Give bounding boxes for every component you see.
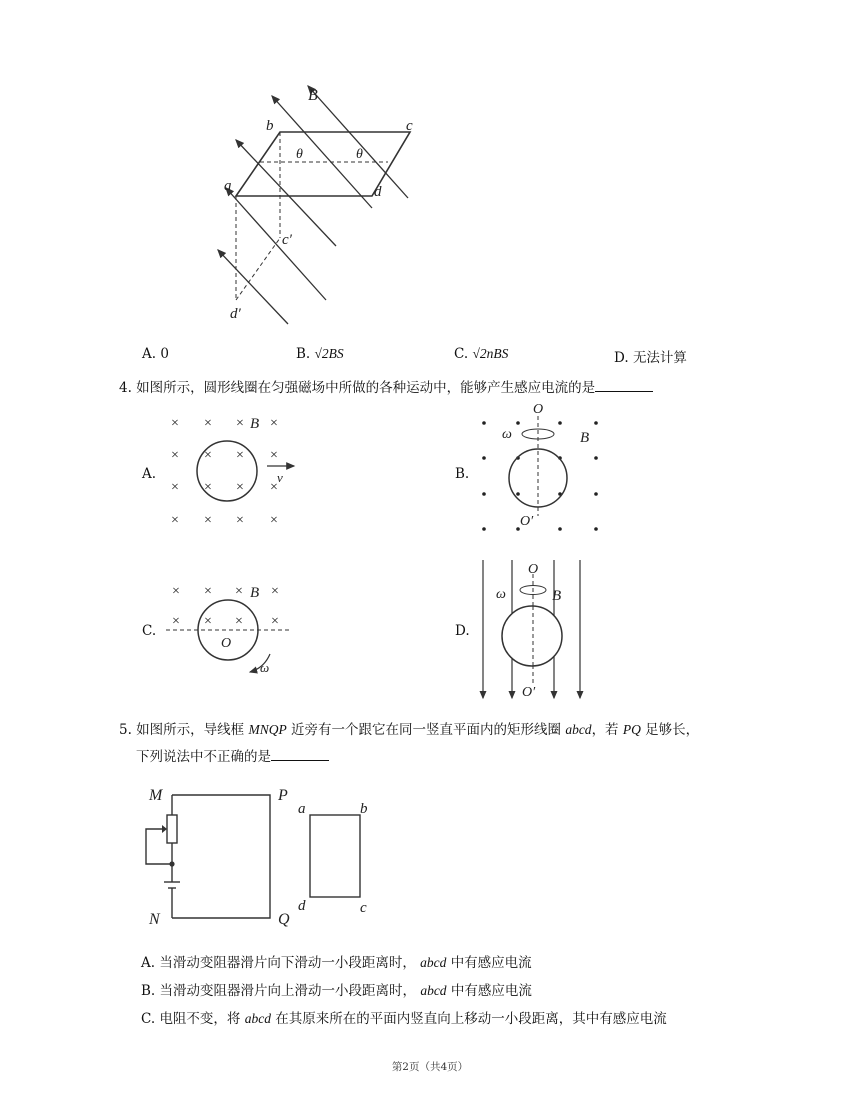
q4-option-d-letter[interactable]: D.	[455, 623, 470, 639]
q5-stem-pre: 5. 如图所示，导线框	[119, 722, 245, 738]
q5-stem-frame: MNQP	[248, 722, 287, 737]
svg-text:×: ×	[236, 416, 244, 431]
q5-option-a-pre: 当滑动变阻器滑片向下滑动一小段距离时，	[159, 955, 416, 971]
svg-text:×: ×	[270, 448, 278, 463]
q4-option-b-letter[interactable]: B.	[455, 466, 470, 482]
q3-label-b: b	[266, 118, 274, 134]
q5-option-c-pre: 电阻不变，将	[159, 1011, 241, 1027]
q4d-axis-bottom: O′	[522, 685, 536, 700]
q5-option-a[interactable]	[141, 951, 532, 971]
q4c-omega: ω	[260, 660, 270, 675]
svg-text:×: ×	[171, 513, 179, 528]
q4-answer-blank[interactable]	[595, 378, 653, 392]
q4d-field-label: B	[552, 588, 562, 604]
q3-option-b-letter: B.	[296, 346, 311, 362]
q4a-velocity-label: v	[277, 470, 283, 485]
q5-label-N: N	[149, 911, 160, 928]
q3-option-a-text: 0	[160, 346, 169, 362]
q3-option-d[interactable]	[614, 346, 687, 366]
svg-text:×: ×	[271, 614, 279, 629]
q3-label-c-prime: c′	[282, 232, 292, 248]
q3-label-d-prime: d′	[230, 306, 241, 322]
q5-label-b: b	[360, 801, 368, 817]
svg-text:×: ×	[204, 416, 212, 431]
q3-figure	[200, 78, 450, 328]
svg-text:×: ×	[270, 480, 278, 495]
q5-stem-mid: 近旁有一个跟它在同一竖直平面内的矩形线圈	[291, 722, 562, 738]
q3-option-c[interactable]	[454, 346, 508, 362]
q5-option-a-post: 中有感应电流	[450, 955, 532, 971]
q3-option-d-text: 无法计算	[632, 350, 687, 366]
q4-stem	[119, 376, 653, 396]
svg-text:×: ×	[271, 584, 279, 599]
svg-text:×: ×	[270, 416, 278, 431]
q5-option-c-var: abcd	[244, 1011, 271, 1026]
q5-option-c[interactable]	[141, 1007, 667, 1027]
q4b-field-label: B	[580, 430, 590, 446]
q5-option-c-post: 在其原来所在的平面内竖直向上移动一小段距离，其中有感应电流	[275, 1011, 667, 1027]
svg-text:×: ×	[235, 614, 243, 629]
q5-answer-blank[interactable]	[271, 747, 329, 761]
q4c-center-label: O	[221, 636, 232, 651]
q4-figure-a	[166, 408, 306, 530]
svg-text:×: ×	[236, 448, 244, 463]
q3-option-c-text: √2nBS	[472, 346, 509, 361]
q3-label-c: c	[406, 118, 413, 134]
q3-option-b-text: √2BS	[314, 346, 344, 361]
q4d-omega: ω	[496, 587, 506, 602]
q5-option-b-post: 中有感应电流	[450, 983, 532, 999]
svg-text:×: ×	[204, 448, 212, 463]
svg-text:×: ×	[172, 614, 180, 629]
q5-option-c-letter: C.	[141, 1011, 156, 1027]
q5-label-P: P	[278, 787, 288, 804]
svg-text:×: ×	[270, 513, 278, 528]
svg-text:×: ×	[204, 480, 212, 495]
q4d-axis-top: O	[528, 562, 539, 577]
q4b-axis-top: O	[533, 402, 544, 417]
svg-text:×: ×	[236, 513, 244, 528]
q3-option-c-letter: C.	[454, 346, 469, 362]
svg-text:×: ×	[171, 448, 179, 463]
svg-text:×: ×	[171, 480, 179, 495]
q3-option-b[interactable]	[296, 346, 344, 362]
q5-label-Q: Q	[278, 911, 290, 928]
svg-text:×: ×	[235, 584, 243, 599]
q5-stem-coil: abcd	[565, 722, 592, 737]
q5-option-b-pre: 当滑动变阻器滑片向上滑动一小段距离时，	[159, 983, 417, 999]
q4b-axis-bottom: O′	[520, 514, 534, 529]
svg-text:×: ×	[204, 513, 212, 528]
q5-label-a: a	[298, 801, 306, 817]
q4a-field-label: B	[250, 416, 260, 432]
q3-option-d-letter: D.	[614, 350, 629, 366]
q5-option-a-letter: A.	[141, 955, 156, 971]
svg-text:×: ×	[236, 480, 244, 495]
q5-stem-line1	[119, 718, 699, 738]
q5-stem-pq: PQ	[622, 722, 641, 737]
q5-stem-line2	[136, 745, 329, 765]
q4-option-c-letter[interactable]: C.	[142, 623, 157, 639]
q5-label-c: c	[360, 900, 367, 916]
q5-label-M: M	[149, 787, 163, 804]
q5-stem-line2-text: 下列说法中不正确的是	[136, 749, 271, 765]
q4c-field-label: B	[250, 585, 260, 601]
q4b-omega: ω	[502, 427, 512, 442]
svg-text:×: ×	[204, 584, 212, 599]
svg-text:×: ×	[172, 584, 180, 599]
q5-option-b-var: abcd	[420, 983, 447, 998]
q5-option-b[interactable]	[141, 979, 532, 999]
q5-label-d: d	[298, 898, 306, 914]
q4-figure-c	[160, 576, 300, 676]
q3-label-d: d	[374, 184, 382, 200]
q5-option-b-letter: B.	[141, 983, 156, 999]
q4-figure-b	[476, 398, 616, 538]
q3-option-a-letter: A.	[142, 346, 157, 362]
svg-text:×: ×	[171, 416, 179, 431]
q5-option-a-var: abcd	[420, 955, 447, 970]
q5-stem-end: 足够长，	[645, 722, 700, 738]
q3-label-B: B	[308, 87, 318, 104]
q4-stem-text: 4. 如图所示，圆形线圈在匀强磁场中所做的各种运动中，能够产生感应电流的是	[119, 380, 596, 396]
q3-label-theta-1: θ	[296, 147, 303, 162]
q3-label-theta-2: θ	[356, 147, 363, 162]
q3-label-a: a	[224, 178, 232, 194]
page-footer: 第2页（共4页）	[391, 1061, 469, 1073]
q5-figure	[140, 780, 380, 928]
q4-option-a-letter[interactable]: A.	[142, 466, 157, 482]
svg-text:×: ×	[204, 614, 212, 629]
q3-option-a[interactable]	[142, 346, 169, 362]
q4-figure-d	[474, 556, 594, 704]
q5-stem-mid2: ，若	[591, 722, 619, 738]
